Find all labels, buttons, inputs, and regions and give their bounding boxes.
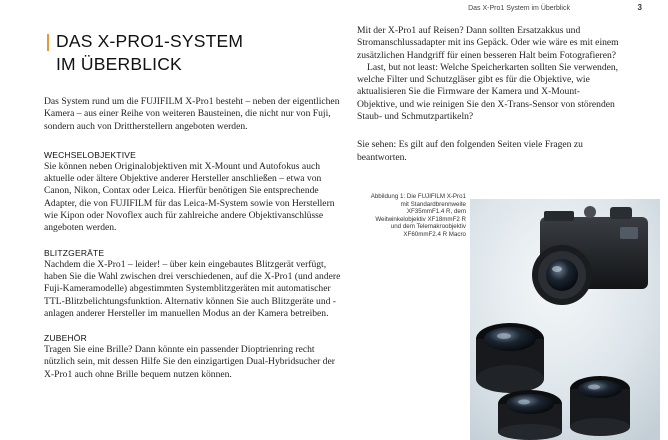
chapter-title-line-1: DAS X-PRO1-SYSTEM (56, 31, 244, 51)
running-head: Das X-Pro1 System im Überblick (468, 5, 570, 12)
title-accent-bar (47, 34, 49, 51)
section-wechselobjektive (44, 150, 344, 235)
mounted-lens (532, 245, 592, 305)
chapter-title-line-2: IM ÜBERBLICK (56, 54, 182, 74)
paragraph-memory-cards: Last, but not least: Welche Speicherkarten sollten Sie verwenden, welche Filter und Schutzgläser gibt es für die Objektive, wie aktualisieren Sie die Firmware der Kamera und X-Mount-Objektive, und wie reinigen Sie den X-Trans-Sensor von störenden Staub- und Schmutzpartikeln? (357, 61, 619, 123)
section-heading: BLITZGERÄTE (44, 247, 105, 258)
lens-front-right (570, 376, 630, 436)
section-zubehoer (44, 333, 344, 381)
camera-lenses-photo (470, 199, 660, 440)
right-column (357, 25, 619, 164)
section-body: Sie können neben Originalobjektiven mit X-Mount und Autofokus auch aktuelle oder ältere Objektive anderer Hersteller anschließen – etwa von Canon, Nikon, Contax oder Leica. Hierfür benötigen Sie entsprechende Adapter, die von FUJIFILM für das Leica-M-System sowie von Herstellern wie Kipon oder Novoflex auch für zahlreiche andere Objektivanschlüsse angeboten werden. (44, 160, 335, 234)
section-body: Tragen Sie eine Brille? Dann könnte ein passender Dioptrienring recht nützlich sein, mit dessen Hilfe Sie den einzigartigen Dual-Hybridsucher der X-Pro1 auch ohne Brille bequem nutzen können. (44, 344, 335, 380)
left-column (44, 96, 344, 394)
lens-front-middle (498, 390, 562, 440)
figure-caption: Abbildung 1: Die FUJIFILM X-Pro1 mit Standardbrennweite XF35mmF1.4 R, dem Weitwinkelobjektiv XF18mmF2 R und dem Telemakroobjektiv XF60mmF2.4 R Macro (370, 193, 466, 238)
page-number: 3 (637, 3, 642, 12)
intro-paragraph: Das System rund um die FUJIFILM X-Pro1 besteht – neben der eigentlichen Kamera – aus einer Reihe von weiteren Bausteinen, die nicht nur von Fuji, sondern auch von Drittherstellern angeboten werden. (44, 96, 340, 132)
section-blitzgeraete (44, 248, 344, 320)
paragraph-conclusion: Sie sehen: Es gilt auf den folgenden Seiten viele Fragen zu beantworten. (357, 139, 583, 163)
lens-front-left (476, 323, 544, 393)
section-heading: ZUBEHÖR (44, 333, 87, 344)
paragraph-travel: Mit der X-Pro1 auf Reisen? Dann sollten Ersatzakkus und Stromanschlussadapter mit ins Gepäck. Oder wie wäre es mit einem zusätzlichen Handgriff für einen besseren Halt beim Fotografieren? (357, 25, 619, 61)
chapter-title (56, 30, 336, 76)
section-body: Nachdem die X-Pro1 – leider! – über kein eingebautes Blitzgerät verfügt, haben Sie die Wahl zwischen drei verschiedenen, auf die X-Pro1 (und andere Fuji-Kameramodelle) abgestimmten Systemblitzgeräten mit automatischer TTL-Blitzbelichtungsfunktion. Alternativ können Sie auch Blitzgeräte und -anlagen anderer Hersteller im manuellen Modus an der Kamera betreiben. (44, 258, 341, 319)
section-heading: WECHSELOBJEKTIVE (44, 149, 136, 160)
